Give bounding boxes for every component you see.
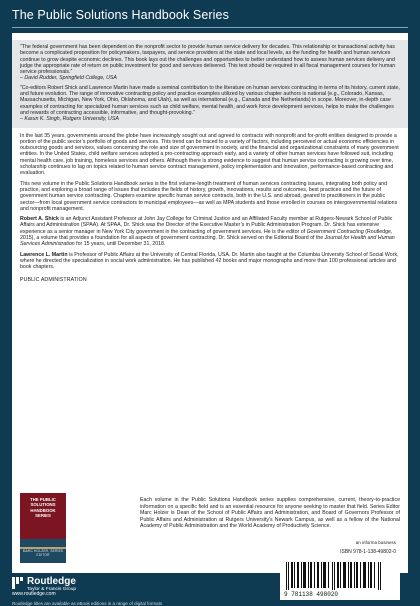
bio-martin [20, 252, 400, 271]
barcode [280, 560, 400, 600]
bio-shick-text-2: (Routledge, 2015), a volume that provides a foundation for all aspects of government contracting. Dr. Shick served on the Editorial Board of the [20, 228, 393, 242]
ebook-note: Routledge titles are available as eBook editions in a range of digital formats [12, 601, 163, 606]
description-paragraph-2: This new volume in the Public Solutions Handbook series is the first volume-length treatment of human services contracting issues, integrating both policy and practice, and exploring a broad range of issues that includes the fields of history, growth, innovations, results and outcomes, best practices and the future of government human service contracting. Chapters examine specific human service contracts, both in the U.S. and abroad, geared to practitioners in the public sector—from local government service contractors to municipal employees—as well as MPA students and those enrolled in courses on intergovernmental relations and nonprofit management. [20, 180, 398, 212]
description-paragraph-1: In the last 35 years, governments around the globe have increasingly sought out and agreed to contracts with nonprofit and for-profit entities designed to provide a portion of the public sector’s portfolio of goods and services. This trend can be traced to a variety of factors, including perceived or actual economic efficiencies in outsourcing goods and services, values concerning the role and size of government in society, and the financial and organizational constraints of many government entities. In the United States, child welfare services adopted a pro-contracting approach early, and a variety of other human services have followed suit, including mental health care, job training, homeless services and others. Although there is strong evidence to suggest that human service contracting is growing over time, scholarship continues to lag on topics related to human service contract management, policy implementation and innovation, performance-based contracting and evaluation. [20, 132, 399, 177]
publisher-url[interactable]: www.routledge.com [12, 591, 56, 597]
endorsement-1-attribution: – David Rudder, Springfield College, USA [20, 75, 117, 82]
endorsement-1-quote: “The federal government has been dependent on the nonprofit sector to provide human service delivery for decades. This relationship or transactional activity has become a complicated proposition for policymakers, taxpayers, and service providers at the state and local levels, as the funding for health and human services continue to grow despite economic declines. This book lays out the challenges and opportunities to better understand how to assess human services delivery and judge the appropriate rate of return on public investment for good and services delivered. This text should be required in all fiscal management courses for human service professionals.” [20, 44, 396, 76]
title-rule [12, 27, 408, 28]
description-body [20, 133, 400, 283]
endorsement-2-attribution: – Karun K. Singh, Rutgers University, USA [20, 116, 119, 123]
endorsement-1 [20, 44, 400, 82]
bio-martin-text: is Professor of Public Affairs at the University of Central Florida, USA. Dr. Martin also taught at the Columbia University School of Social Work, where he directed the specialization in social work administration. He has published 42 books and major monographs and more than 100 professional articles and book chapters. [20, 251, 399, 271]
cover-thumbnail-title: THE PUBLIC SOLUTIONS HANDBOOK SERIES [30, 497, 56, 519]
endorsement-2-quote: “Co-editors Robert Shick and Lawrence Martin have made a seminal contribution to the literature on human services contracting in terms of its history, current state, and future evolution. The range of innovative contracting policy and practice examples utilized by various chapter authors is national (e.g., Colorado, Kansas, Massachusetts, Michigan, New York, Ohio, Oklahoma, and Utah), as well as international (e.g., Canada and the Netherlands) in scope. Moreover, in-depth case examples of contracting for specialized human services such as child welfare, mental health, and work force development services, helps to make the challenges and rewards of contracting accessible, informative, and thought-provoking.” [20, 84, 400, 116]
routledge-logo-icon [12, 577, 23, 589]
publisher-name: Routledge [27, 576, 76, 587]
isbn-label: ISBN 978-1-138-49802-0 [340, 549, 396, 555]
bio-shick-italic-1: Government Contracting [306, 228, 364, 235]
informa-business-label: an informa business [355, 540, 396, 545]
bio-shick [20, 216, 400, 247]
endorsements-box [12, 40, 408, 128]
bio-shick-text-1: is an Adjunct Assistant Professor at John Jay College for Criminal Justice and an Affiliated Faculty member at Rutgers-Newark School of Public Affairs and Administration (SPAA). At SPAA, Dr. Shick was the Director of the Executive Master’s in Public Administration Program. Dr. Shick has extensive experience as a senior manager in New York City government in the contracting of government services. He is the editor of [20, 216, 393, 235]
bio-martin-name: Lawrence L. Martin [20, 251, 68, 258]
series-cover-thumbnail [20, 493, 66, 563]
series-description: Each volume in the Public Solutions Handbook series supplies comprehensive, current, theory-to-practice information on a specific field and is an essential resource for anyone seeking to master that field. Series Editor Marc Holzer is Dean of the School of Public Affairs and Administration, and Board of Governors Professor of Public Affairs and Administration at Rutgers University’s Newark Campus, as well as a fellow of the National Academy of Public Administration and the World Academy of Productivity Science. [140, 497, 400, 529]
bio-shick-name: Robert A. Shick [20, 216, 59, 223]
category-label: PUBLIC ADMINISTRATION [20, 276, 87, 283]
publisher-subtitle: Taylor & Francis Group [27, 587, 77, 592]
barcode-digits: 9 781138 498020 [284, 591, 339, 598]
panel-inner [20, 40, 400, 283]
bio-shick-text-3: for 15 years, until December 31, 2018. [74, 241, 166, 248]
cover-thumbnail-series-editor: MARC HOLZER, SERIES EDITOR [22, 549, 64, 557]
endorsement-2 [20, 85, 400, 123]
bio-shick-italic-2: Journal for Health and Human Services Administration [20, 235, 395, 248]
series-title: The Public Solutions Handbook Series [12, 8, 229, 22]
content-panel [12, 33, 408, 573]
